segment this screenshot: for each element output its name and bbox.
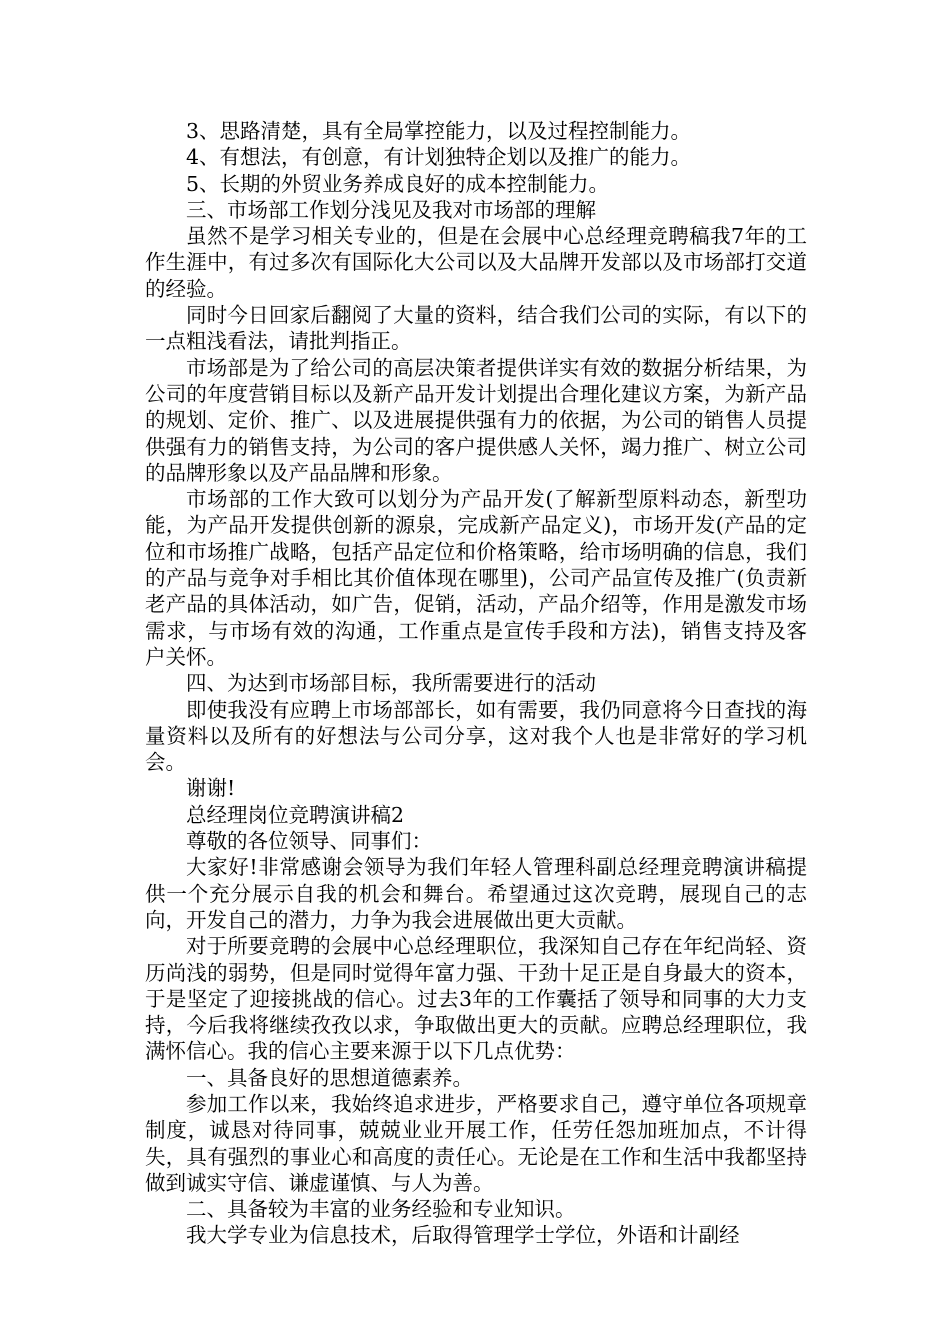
paragraph: 同时今日回家后翻阅了大量的资料，结合我们公司的实际，有以下的一点粗浅看法，请批判指正。 (145, 303, 807, 354)
document-title: 总经理岗位竞聘演讲稿2 (186, 802, 405, 827)
paragraph: 即使我没有应聘上市场部部长，如有需要，我仍同意将今日查找的海量资料以及所有的好想法与公司分享，这对我个人也是非常好的学习机会。 (145, 697, 807, 775)
paragraph: 大家好!非常感谢会领导为我们年轻人管理科副总经理竞聘演讲稿提供一个充分展示自我的机会和舞台。希望通过这次竞聘，展现自己的志向，开发自己的潜力，力争为我会进展做出更大贡献。 (145, 855, 807, 932)
paragraph: 市场部的工作大致可以划分为产品开发(了解新型原料动态，新型功能，为产品开发提供创新的源泉，完成新产品定义)，市场开发(产品的定位和市场推广战略，包括产品定位和价格策略，给市场明确的信息，我们的产品与竞争对手相比其价值体现在哪里)，公司产品宣传及推广(负责新老产品的具体活动，如广告，促销，活动，产品介绍等，作用是激发市场需求，与市场有效的沟通，工作重点是宣传手段和方法)，销售支持及客户关怀。 (145, 487, 807, 669)
section-heading: 四、为达到市场部目标，我所需要进行的活动 (186, 671, 596, 696)
section-heading: 一、具备良好的思想道德素养。 (186, 1065, 473, 1090)
document-page (145, 118, 807, 1249)
salutation: 尊敬的各位领导、同事们： (186, 829, 432, 854)
paragraph: 市场部是为了给公司的高层决策者提供详实有效的数据分析结果，为公司的年度营销目标以及新产品开发计划提出合理化建议方案，为新产品的规划、定价、推广、以及进展提供强有力的依据，为公司的销售人员提供强有力的销售支持，为公司的客户提供感人关怀，竭力推广、树立公司的品牌形象以及产品品牌和形象。 (145, 355, 807, 485)
paragraph: 参加工作以来，我始终追求进步，严格要求自己，遵守单位各项规章制度，诚恳对待同事，兢兢业业开展工作，任劳任怨加班加点，不计得失，具有强烈的事业心和高度的责任心。无论是在工作和生活中我都坚持做到诚实守信、谦虚谨慎、与人为善。 (145, 1091, 807, 1195)
section-heading: 三、市场部工作划分浅见及我对市场部的理解 (186, 197, 596, 222)
paragraph: 谢谢! (186, 776, 236, 801)
paragraph: 我大学专业为信息技术，后取得管理学士学位，外语和计副经 (186, 1223, 740, 1248)
paragraph: 5、长期的外贸业务养成良好的成本控制能力。 (186, 171, 610, 196)
paragraph: 3、思路清楚，具有全局掌控能力，以及过程控制能力。 (186, 119, 692, 143)
section-heading: 二、具备较为丰富的业务经验和专业知识。 (186, 1197, 576, 1222)
paragraph: 虽然不是学习相关专业的，但是在会展中心总经理竞聘稿我7年的工作生涯中，有过多次有国际化大公司以及大品牌开发部以及市场部打交道的经验。 (145, 224, 807, 301)
paragraph: 4、有想法，有创意，有计划独特企划以及推广的能力。 (186, 145, 692, 170)
paragraph: 对于所要竞聘的会展中心总经理职位，我深知自己存在年纪尚轻、资历尚浅的弱势，但是同时觉得年富力强、干劲十足正是自身最大的资本，于是坚定了迎接挑战的信心。过去3年的工作囊括了领导和同事的大力支持，今后我将继续孜孜以求，争取做出更大的贡献。应聘总经理职位，我满怀信心。我的信心主要来源于以下几点优势： (145, 934, 807, 1064)
